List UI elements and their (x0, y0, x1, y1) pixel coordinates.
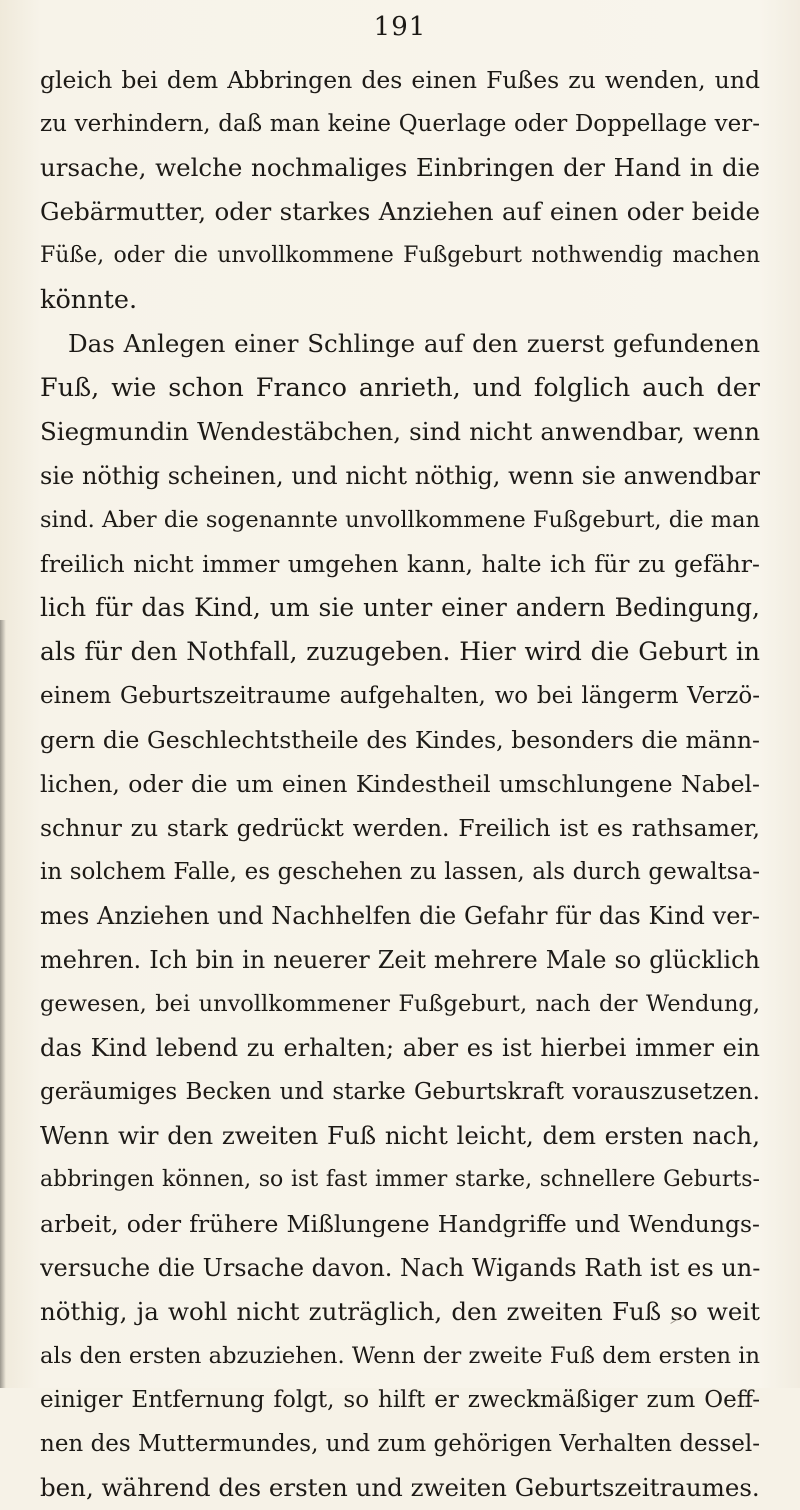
text-line: mehren. Ich bin in neuerer Zeit mehrere Male so glücklich (40, 946, 760, 974)
text-line: mes Anziehen und Nachhelfen die Gefahr für das Kind ver- (40, 902, 760, 930)
text-line: als den ersten abzuziehen. Wenn der zweite Fuß dem ersten in (40, 1343, 760, 1369)
text-line: sie nöthig scheinen, und nicht nöthig, wenn sie anwendbar (40, 462, 760, 490)
text-line: geräumiges Becken und starke Geburtskraft vorauszusetzen. (40, 1079, 760, 1105)
text-line: lich für das Kind, um sie unter einer andern Bedingung, (40, 593, 760, 622)
text-line: Gebärmutter, oder starkes Anziehen auf einen oder beide (40, 197, 760, 226)
text-line: einem Geburtszeitraume aufgehalten, wo bei längerm Verzö- (40, 683, 760, 709)
text-line: als für den Nothfall, zuzugeben. Hier wird die Geburt in (40, 637, 760, 666)
text-line: Wenn wir den zweiten Fuß nicht leicht, dem ersten nach, (40, 1121, 760, 1150)
page-number: 191 (373, 12, 427, 42)
text-line: einiger Entfernung folgt, so hilft er zweckmäßiger zum Oeff- (40, 1387, 760, 1413)
text-line: lichen, oder die um einen Kindestheil umschlungene Nabel- (40, 770, 760, 798)
text-line: Das Anlegen einer Schlinge auf den zuerst gefundenen (68, 329, 760, 358)
text-line: könnte. (40, 285, 138, 315)
text-line: das Kind lebend zu erhalten; aber es ist hierbei immer ein (40, 1034, 760, 1062)
page-edge-shadow (0, 620, 6, 1388)
text-line: ben, während des ersten und zweiten Geburtszeitraumes. (40, 1473, 760, 1502)
text-line: in solchem Falle, es geschehen zu lassen, als durch gewaltsa- (40, 859, 760, 885)
text-line: versuche die Ursache davon. Nach Wigands Rath ist es un- (40, 1254, 760, 1282)
text-line: schnur zu stark gedrückt werden. Freilich ist es rathsamer, (40, 814, 760, 842)
text-line: nen des Muttermundes, und zum gehörigen Verhalten dessel- (40, 1431, 760, 1457)
text-line: Füße, oder die unvollkommene Fußgeburt nothwendig machen (40, 243, 760, 268)
text-line: gewesen, bei unvollkommener Fußgeburt, nach der Wendung, (40, 991, 760, 1017)
text-line: freilich nicht immer umgehen kann, halte ich für zu gefähr- (40, 550, 760, 578)
text-line: sind. Aber die sogenannte unvollkommene Fußgeburt, die man (40, 507, 760, 533)
body-text (40, 58, 760, 1510)
text-line: ursache, welche nochmaliges Einbringen der Hand in die (40, 153, 760, 182)
text-line: Fuß, wie schon Franco anrieth, und folglich auch der (40, 373, 760, 403)
text-line: arbeit, oder frühere Mißlungene Handgriffe und Wendungs- (40, 1210, 760, 1238)
text-line: zu verhindern, daß man keine Querlage oder Doppellage ver- (40, 111, 760, 137)
text-line: gleich bei dem Abbringen des einen Fußes zu wenden, und (40, 66, 760, 94)
text-line: nöthig, ja wohl nicht zuträglich, den zweiten Fuß so weit (40, 1297, 760, 1326)
text-line: Siegmundin Wendestäbchen, sind nicht anwendbar, wenn (40, 417, 760, 446)
text-line: abbringen können, so ist fast immer starke, schnellere Geburts- (40, 1167, 760, 1192)
text-line: gern die Geschlechtstheile des Kindes, besonders die männ- (40, 726, 760, 754)
